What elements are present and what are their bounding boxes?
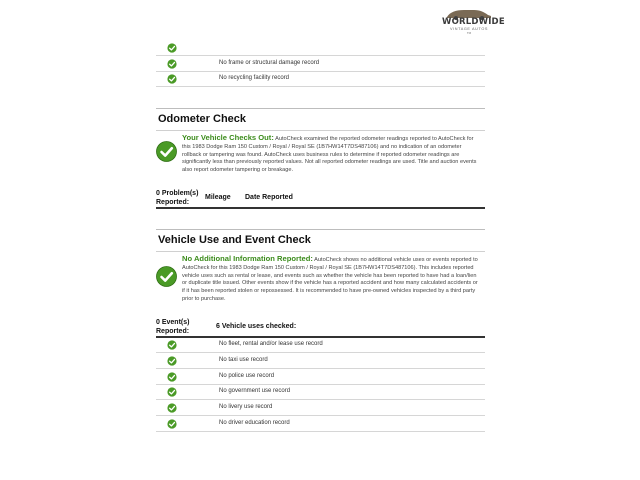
check-row: [156, 41, 485, 56]
odometer-summary-body: AutoCheck examined the reported odometer readings reported to AutoCheck for this 1983 Dodge Ram 150 Custom / Royal / Royal SE (1B7HW14T7DS487106) and no indication of an odometer rollback or tampering was found. AutoCheck uses business rules to determine if reported odometer readings are significantly less than previously reported values. Not all reported odometer readings are used. Title and auction events also report odometer tampering or breakage.: [182, 136, 477, 174]
green-check-icon: [167, 356, 177, 366]
section-divider: [156, 130, 485, 131]
vehicle-uses-checked-header: 6 Vehicle uses checked:: [216, 323, 297, 330]
green-check-icon: [167, 340, 177, 350]
check-row: [156, 401, 485, 416]
check-row-text: No driver education record: [219, 420, 290, 426]
check-row: [156, 354, 485, 369]
vehicle-use-events-header: 0 Event(s) Reported:: [156, 319, 190, 335]
large-green-check-icon: [156, 141, 177, 162]
check-row-text: No government use record: [219, 388, 291, 394]
odometer-problems-header: 0 Problem(s) Reported:: [156, 190, 199, 206]
section-divider: [156, 251, 485, 252]
worldwide-vintage-autos-logo: [442, 6, 505, 44]
odometer-summary-lead: Your Vehicle Checks Out:: [182, 133, 274, 142]
logo-subtitle: VINTAGE AUTOS: [449, 27, 489, 31]
odometer-summary: [182, 134, 482, 175]
check-row: [156, 72, 485, 87]
check-row-text: No livery use record: [219, 404, 273, 410]
check-row-text: No taxi use record: [219, 357, 268, 363]
green-check-icon: [167, 372, 177, 382]
check-row: [156, 417, 485, 432]
vehicle-use-summary-lead: No Additional Information Reported:: [182, 254, 313, 263]
green-check-icon: [167, 43, 177, 53]
vehicle-use-summary-body: AutoCheck shows no additional vehicle uses or events reported to AutoCheck for this 1983 Dodge Ram 150 Custom / Royal / Royal SE (1B7HW14T7DS487106). This includes reported vehicle uses such as rental or lease, and events such as whether the vehicle has been reported to have had a loan/lien or duplicate title issued. Other events show if the vehicle has a reported accident and how many calculated accidents or if it has been reported stolen or repossessed. It is recommended to have pre-owned vehicles inspected by a third party prior to purchase.: [182, 257, 478, 302]
check-row: [156, 385, 485, 400]
large-green-check-icon: [156, 266, 177, 287]
check-row: [156, 57, 485, 72]
vehicle-use-section-title: Vehicle Use and Event Check: [156, 229, 485, 251]
odometer-section-title: Odometer Check: [156, 108, 485, 130]
mileage-header: Mileage: [205, 194, 231, 201]
check-row: [156, 338, 485, 353]
green-check-icon: [167, 419, 177, 429]
check-row: [156, 370, 485, 385]
green-check-icon: [167, 387, 177, 397]
vehicle-use-summary: [182, 255, 482, 304]
check-row-text: No recycling facility record: [219, 75, 290, 81]
green-check-icon: [167, 74, 177, 84]
green-check-icon: [167, 59, 177, 69]
check-row-text: No frame or structural damage record: [219, 60, 320, 66]
logo-trademark: TM: [466, 31, 472, 35]
table-header-rule: [156, 207, 485, 209]
check-row-text: No fleet, rental and/or lease use record: [219, 341, 323, 347]
check-row-text: No police use record: [219, 373, 275, 379]
logo-brand: WORLDWIDE: [442, 17, 505, 27]
date-reported-header: Date Reported: [245, 194, 293, 201]
green-check-icon: [167, 403, 177, 413]
